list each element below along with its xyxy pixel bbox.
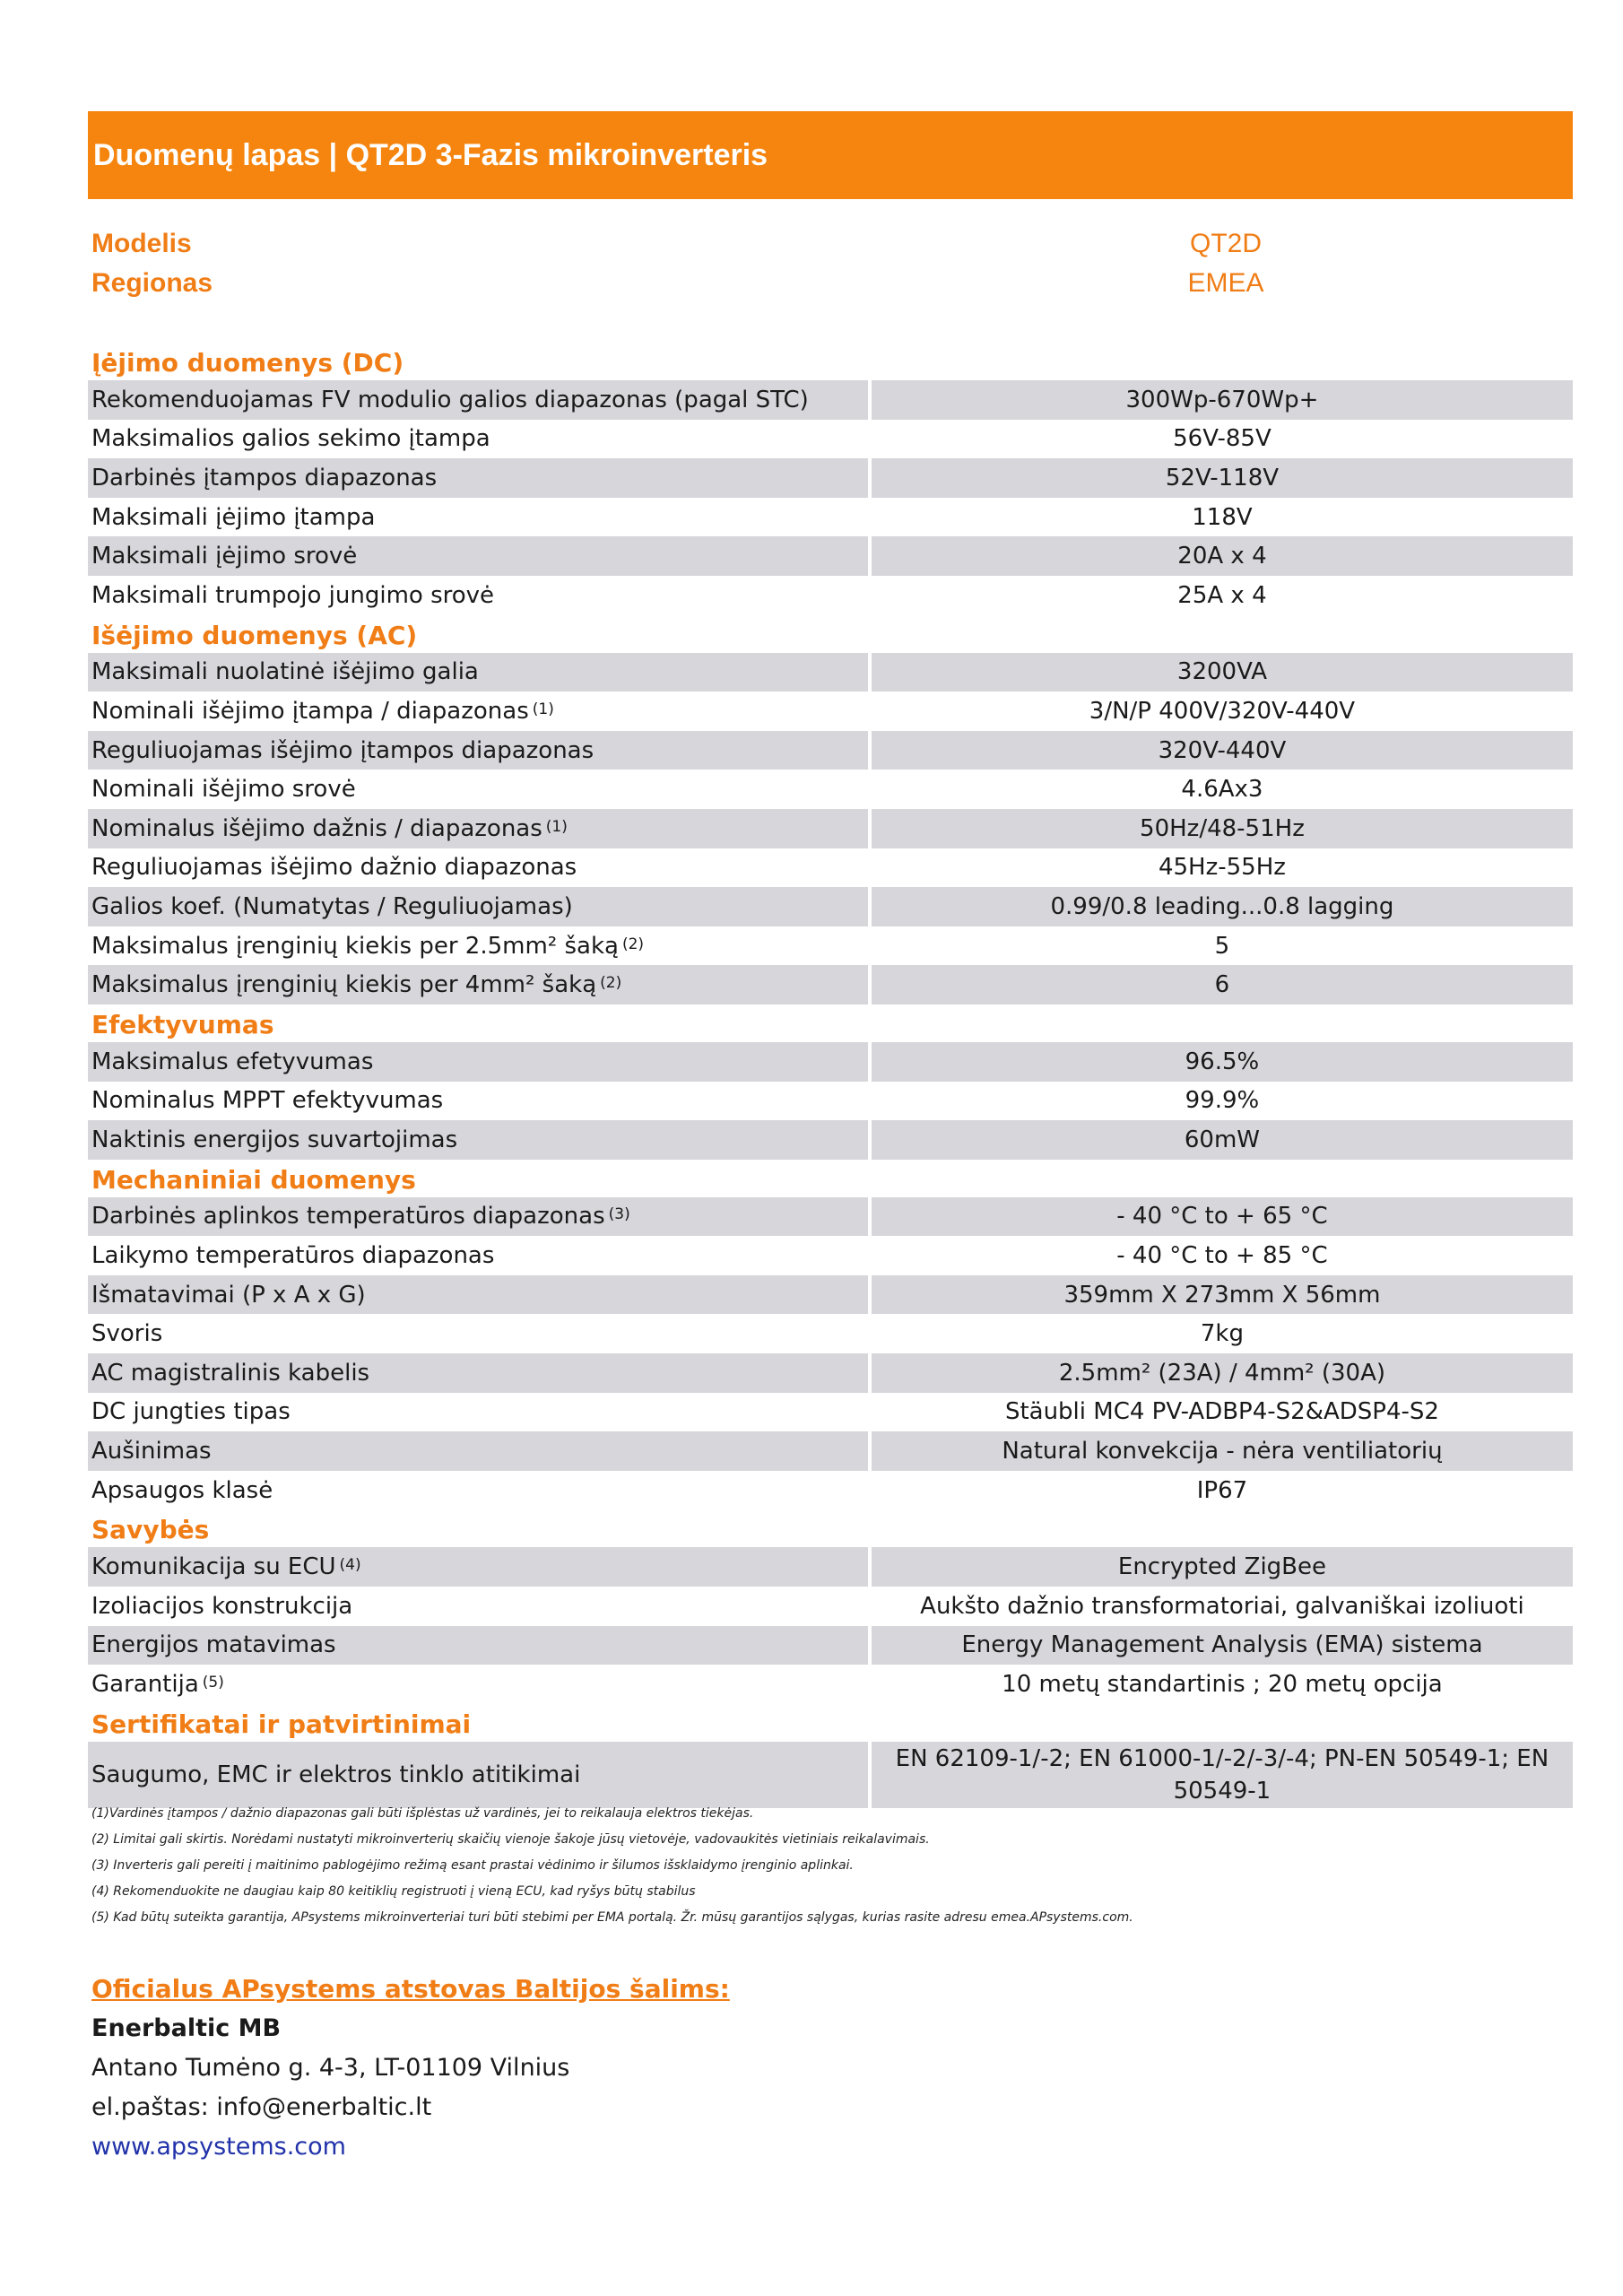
footnote: (1)Vardinės įtampos / dažnio diapazonas gali būti išplėstas už vardinės, jei to reikalauja elektros tiekėjas. — [91, 1806, 754, 1821]
spec-label-text: Maksimalus įrenginių kiekis per 4mm² šaką — [91, 971, 597, 999]
spec-label — [88, 1314, 868, 1353]
spec-label — [88, 691, 868, 731]
spec-value: 20A x 4 — [872, 536, 1573, 576]
spec-label-text: Aušinimas — [91, 1438, 212, 1465]
spec-value: 96.5% — [872, 1042, 1573, 1082]
specification-table — [88, 343, 1573, 1808]
spec-row — [88, 1197, 1573, 1237]
spec-label-text: Reguliuojamas išėjimo įtampos diapazonas — [91, 736, 595, 764]
spec-label-text: Rekomenduojamas FV modulio galios diapazonas (pagal STC) — [91, 386, 809, 413]
section-title: Savybės — [91, 1515, 210, 1545]
spec-value: Energy Management Analysis (EMA) sistema — [872, 1626, 1573, 1665]
page-title: Duomenų lapas | QT2D 3-Fazis mikroinverteris — [93, 137, 768, 172]
spec-value: IP67 — [1196, 1476, 1248, 1504]
section-title: Sertifikatai ir patvirtinimai — [91, 1709, 472, 1739]
footnote-ref: (2) — [621, 935, 645, 953]
spec-label-text: AC magistralinis kabelis — [91, 1359, 370, 1387]
spec-value: - 40 °C to + 65 °C — [872, 1197, 1573, 1237]
spec-row — [88, 653, 1573, 692]
spec-label — [88, 926, 868, 966]
spec-label-text: Maksimalus įrenginių kiekis per 2.5mm² šaką — [91, 932, 619, 960]
model-row — [91, 224, 1347, 264]
spec-label-text: DC jungties tipas — [91, 1398, 291, 1426]
spec-value: 50Hz/48-51Hz — [872, 809, 1573, 848]
spec-value: 320V-440V — [872, 731, 1573, 770]
spec-label-text: Maksimali trumpojo jungimo srovė — [91, 581, 495, 609]
spec-label-text: Energijos matavimas — [91, 1631, 336, 1659]
spec-value: 2.5mm² (23A) / 4mm² (30A) — [872, 1353, 1573, 1393]
spec-label-text: Darbinės aplinkos temperatūros diapazonas — [91, 1203, 605, 1231]
region-row — [91, 264, 1347, 303]
spec-label — [88, 770, 868, 809]
spec-label-text: Apsaugos klasė — [91, 1476, 273, 1504]
spec-label — [88, 536, 868, 576]
spec-row — [88, 1471, 1573, 1510]
spec-row — [88, 380, 1573, 420]
spec-value: Natural konvekcija - nėra ventiliatorių — [872, 1431, 1573, 1471]
footnote-ref: (2) — [600, 974, 622, 993]
region-value: EMEA — [1187, 268, 1264, 298]
spec-value: 56V-85V — [1173, 425, 1271, 453]
section-title: Efektyvumas — [91, 1009, 274, 1039]
spec-row — [88, 576, 1573, 615]
spec-label-text: Maksimalios galios sekimo įtampa — [91, 425, 490, 453]
spec-row — [88, 1587, 1573, 1626]
spec-value: 359mm X 273mm X 56mm — [872, 1275, 1573, 1315]
spec-label — [88, 1665, 868, 1704]
spec-label-text: Komunikacija su ECU — [91, 1553, 336, 1581]
spec-row — [88, 770, 1573, 809]
spec-row — [88, 1314, 1573, 1353]
spec-label-text: Maksimalus efetyvumas — [91, 1048, 374, 1075]
spec-label — [88, 1042, 868, 1082]
spec-label — [88, 1626, 868, 1665]
footnotes — [91, 1801, 1526, 1931]
section-title: Išėjimo duomenys (AC) — [91, 620, 418, 650]
section-title: Mechaniniai duomenys — [91, 1164, 416, 1195]
spec-label — [88, 1197, 868, 1237]
company-address: Antano Tumėno g. 4-3, LT-01109 Vilnius — [91, 2054, 570, 2082]
spec-label — [88, 887, 868, 926]
spec-label — [88, 420, 868, 459]
spec-row — [88, 691, 1573, 731]
spec-row — [88, 1431, 1573, 1471]
spec-row — [88, 731, 1573, 770]
footnote-ref: (3) — [608, 1205, 630, 1224]
spec-value: 6 — [872, 965, 1573, 1004]
footnote: (4) Rekomenduokite ne daugiau kaip 80 keitiklių registruoti į vieną ECU, kad ryšys būtų stabilus — [91, 1884, 696, 1899]
footnote-ref: (1) — [532, 700, 554, 718]
spec-label — [88, 1547, 868, 1587]
model-label: Modelis — [91, 229, 192, 258]
model-value: QT2D — [1189, 229, 1262, 258]
spec-label — [88, 731, 868, 770]
spec-label — [88, 1393, 868, 1432]
spec-row — [88, 1082, 1573, 1121]
company-name: Enerbaltic MB — [91, 2014, 282, 2042]
spec-label-text: Nominalus išėjimo dažnis / diapazonas — [91, 814, 542, 842]
spec-label — [88, 1236, 868, 1275]
spec-label-text: Darbinės įtampos diapazonas — [91, 464, 438, 491]
spec-value: 10 metų standartinis ; 20 metų opcija — [1002, 1671, 1443, 1699]
spec-value: 52V-118V — [872, 458, 1573, 498]
region-label: Regionas — [91, 268, 213, 298]
spec-row — [88, 536, 1573, 576]
spec-value: 25A x 4 — [1177, 581, 1267, 609]
spec-value: 118V — [1192, 503, 1253, 531]
spec-value: Aukšto dažnio transformatoriai, galvaniškai izoliuoti — [920, 1592, 1524, 1620]
spec-label-text: Izoliacijos konstrukcija — [91, 1592, 353, 1620]
spec-row — [88, 1665, 1573, 1704]
spec-label — [88, 965, 868, 1004]
spec-label — [88, 809, 868, 848]
spec-label — [88, 1587, 868, 1626]
spec-label — [88, 1120, 868, 1160]
spec-label — [88, 1353, 868, 1393]
spec-row — [88, 1393, 1573, 1432]
spec-row — [88, 458, 1573, 498]
spec-value: 45Hz-55Hz — [1158, 854, 1286, 882]
spec-label — [88, 1082, 868, 1121]
spec-row — [88, 965, 1573, 1004]
spec-row — [88, 1042, 1573, 1082]
spec-label — [88, 380, 868, 420]
spec-value: 60mW — [872, 1120, 1573, 1160]
spec-value: 3/N/P 400V/320V-440V — [1089, 697, 1356, 725]
model-info — [91, 224, 1347, 303]
spec-label-text: Laikymo temperatūros diapazonas — [91, 1242, 495, 1270]
spec-value: 300Wp-670Wp+ — [872, 380, 1573, 420]
spec-label — [88, 1471, 868, 1510]
spec-row — [88, 1742, 1573, 1808]
spec-label — [88, 848, 868, 888]
spec-value: 5 — [1214, 932, 1230, 960]
spec-row — [88, 420, 1573, 459]
spec-label-text: Svoris — [91, 1320, 163, 1348]
spec-label — [88, 1431, 868, 1471]
spec-row — [88, 809, 1573, 848]
contact-heading: Oficialus APsystems atstovas Baltijos šalims: — [91, 1974, 730, 2004]
spec-row — [88, 887, 1573, 926]
spec-row — [88, 1626, 1573, 1665]
spec-label-text: Išmatavimai (P x A x G) — [91, 1281, 366, 1309]
footnote-ref: (4) — [339, 1556, 361, 1575]
spec-row — [88, 926, 1573, 966]
spec-label-text: Reguliuojamas išėjimo dažnio diapazonas — [91, 854, 577, 882]
spec-row — [88, 1120, 1573, 1160]
spec-value: 4.6Ax3 — [1181, 776, 1263, 804]
footnote: (3) Inverteris gali pereiti į maitinimo pablogėjimo režimą esant prastai vėdinimo ir šilumos išsklaidymo įrenginio aplinkai. — [91, 1858, 854, 1873]
footnote: (5) Kad būtų suteikta garantija, APsystems mikroinverteriai turi būti stebimi per EMA portalą. Žr. mūsų garantijos sąlygas, kurias rasite adresu emea.APsystems.com. — [91, 1910, 1133, 1925]
spec-row — [88, 1236, 1573, 1275]
company-email[interactable]: el.paštas: info@enerbaltic.lt — [91, 2093, 432, 2121]
spec-label-text: Garantija — [91, 1671, 199, 1699]
spec-value: EN 62109-1/-2; EN 61000-1/-2/-3/-4; PN-EN 50549-1; EN 50549-1 — [872, 1742, 1573, 1808]
footnote: (2) Limitai gali skirtis. Norėdami nustatyti mikroinverterių skaičių vienoje šakoje jūsų vietovėje, vadovaukitės vietiniais reikalavimais. — [91, 1832, 930, 1847]
spec-label — [88, 576, 868, 615]
spec-row — [88, 1275, 1573, 1315]
spec-label — [88, 653, 868, 692]
contact-block — [91, 1970, 730, 2167]
spec-value: 0.99/0.8 leading...0.8 lagging — [872, 887, 1573, 926]
spec-label — [88, 498, 868, 537]
spec-row — [88, 1353, 1573, 1393]
spec-label-text: Maksimali įėjimo srovė — [91, 543, 358, 570]
spec-label-text: Galios koef. (Numatytas / Reguliuojamas) — [91, 892, 573, 920]
spec-value: Encrypted ZigBee — [872, 1547, 1573, 1587]
spec-label-text: Nominalus MPPT efektyvumas — [91, 1087, 444, 1115]
spec-value: 99.9% — [1185, 1087, 1260, 1115]
spec-value: - 40 °C to + 85 °C — [1116, 1242, 1328, 1270]
spec-value: Stäubli MC4 PV-ADBP4-S2&ADSP4-S2 — [1004, 1398, 1439, 1426]
spec-row — [88, 848, 1573, 888]
spec-label — [88, 1742, 868, 1808]
spec-label-text: Nominali išėjimo įtampa / diapazonas — [91, 697, 529, 725]
spec-label-text: Nominali išėjimo srovė — [91, 776, 356, 804]
website-link[interactable]: www.apsystems.com — [91, 2133, 346, 2161]
spec-row — [88, 498, 1573, 537]
spec-label-text: Maksimali nuolatinė išėjimo galia — [91, 658, 479, 686]
title-banner — [88, 111, 1573, 199]
spec-label-text: Naktinis energijos suvartojimas — [91, 1126, 458, 1153]
section-title: Įėjimo duomenys (DC) — [91, 348, 404, 378]
spec-label — [88, 1275, 868, 1315]
spec-value: 7kg — [1200, 1320, 1244, 1348]
spec-label — [88, 458, 868, 498]
spec-label-text: Saugumo, EMC ir elektros tinklo atitikimai — [91, 1761, 581, 1788]
footnote-ref: (5) — [202, 1674, 224, 1692]
spec-row — [88, 1547, 1573, 1587]
footnote-ref: (1) — [545, 817, 568, 836]
spec-label-text: Maksimali įėjimo įtampa — [91, 503, 376, 531]
spec-value: 3200VA — [872, 653, 1573, 692]
